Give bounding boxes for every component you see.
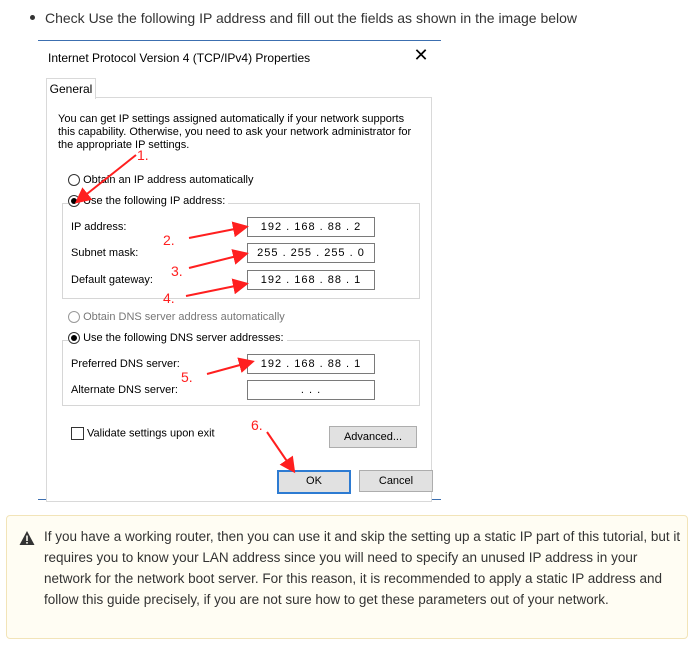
- annotation-2: 2.: [163, 232, 175, 248]
- instruction-bullet: [30, 10, 577, 26]
- validate-settings-option[interactable]: [71, 427, 215, 440]
- radio-use-following-ip[interactable]: [68, 195, 80, 207]
- validate-label: Validate settings upon exit: [87, 427, 215, 440]
- alternate-dns-label: Alternate DNS server:: [71, 384, 178, 396]
- use-following-ip-option[interactable]: [68, 195, 228, 207]
- obtain-dns-auto-label: Obtain DNS server address automatically: [83, 311, 285, 323]
- annotation-4: 4.: [163, 290, 175, 306]
- close-icon[interactable]: ✕: [413, 45, 429, 65]
- ip-address-field[interactable]: 192 . 168 . 88 . 2: [247, 217, 375, 237]
- advanced-button[interactable]: Advanced...: [329, 426, 417, 448]
- radio-obtain-ip-auto[interactable]: [68, 174, 80, 186]
- ipv4-properties-dialog: [38, 40, 441, 500]
- default-gateway-label: Default gateway:: [71, 274, 153, 286]
- use-following-ip-label: Use the following IP address:: [83, 195, 226, 207]
- alternate-dns-field[interactable]: . . .: [247, 380, 375, 400]
- tab-general[interactable]: General: [46, 78, 96, 99]
- description-text: You can get IP settings assigned automatically if your network supports this capability. Otherwise, you need to ask your network administrator for the appropriate IP settings.: [58, 113, 412, 151]
- preferred-dns-field[interactable]: 192 . 168 . 88 . 1: [247, 354, 375, 374]
- warning-triangle-icon: [19, 530, 35, 546]
- ip-address-label: IP address:: [71, 221, 127, 233]
- radio-obtain-dns-auto[interactable]: [68, 311, 80, 323]
- ok-button[interactable]: OK: [277, 470, 351, 494]
- warning-callout: [6, 515, 688, 639]
- dialog-title: Internet Protocol Version 4 (TCP/IPv4) Properties: [48, 51, 311, 65]
- annotation-5: 5.: [181, 369, 193, 385]
- obtain-ip-auto-label: Obtain an IP address automatically: [83, 174, 254, 186]
- cancel-button[interactable]: Cancel: [359, 470, 433, 492]
- preferred-dns-label: Preferred DNS server:: [71, 358, 180, 370]
- obtain-ip-auto-option[interactable]: [68, 174, 253, 186]
- default-gateway-field[interactable]: 192 . 168 . 88 . 1: [247, 270, 375, 290]
- use-following-dns-option[interactable]: [68, 332, 287, 344]
- use-following-dns-label: Use the following DNS server addresses:: [83, 332, 284, 344]
- instruction-text: Check Use the following IP address and fill out the fields as shown in the image below: [45, 10, 578, 26]
- subnet-mask-field[interactable]: 255 . 255 . 255 . 0: [247, 243, 375, 263]
- obtain-dns-auto-option[interactable]: [68, 311, 285, 323]
- annotation-6: 6.: [251, 417, 263, 433]
- annotation-1: 1.: [137, 147, 149, 163]
- warning-text: If you have a working router, then you can use it and skip the setting up a static IP part of this tutorial, but it requires you to know your LAN address since you will need to specify an unused IP address in your network for the network boot server. For this reason, it is recommended to apply a static IP address and follow this guide precisely, if you are not sure how to get these parameters out of your network.: [44, 529, 681, 607]
- annotation-3: 3.: [171, 263, 183, 279]
- bullet-dot: [30, 15, 35, 20]
- subnet-mask-label: Subnet mask:: [71, 247, 139, 259]
- radio-use-following-dns[interactable]: [68, 332, 80, 344]
- validate-checkbox[interactable]: [71, 427, 84, 440]
